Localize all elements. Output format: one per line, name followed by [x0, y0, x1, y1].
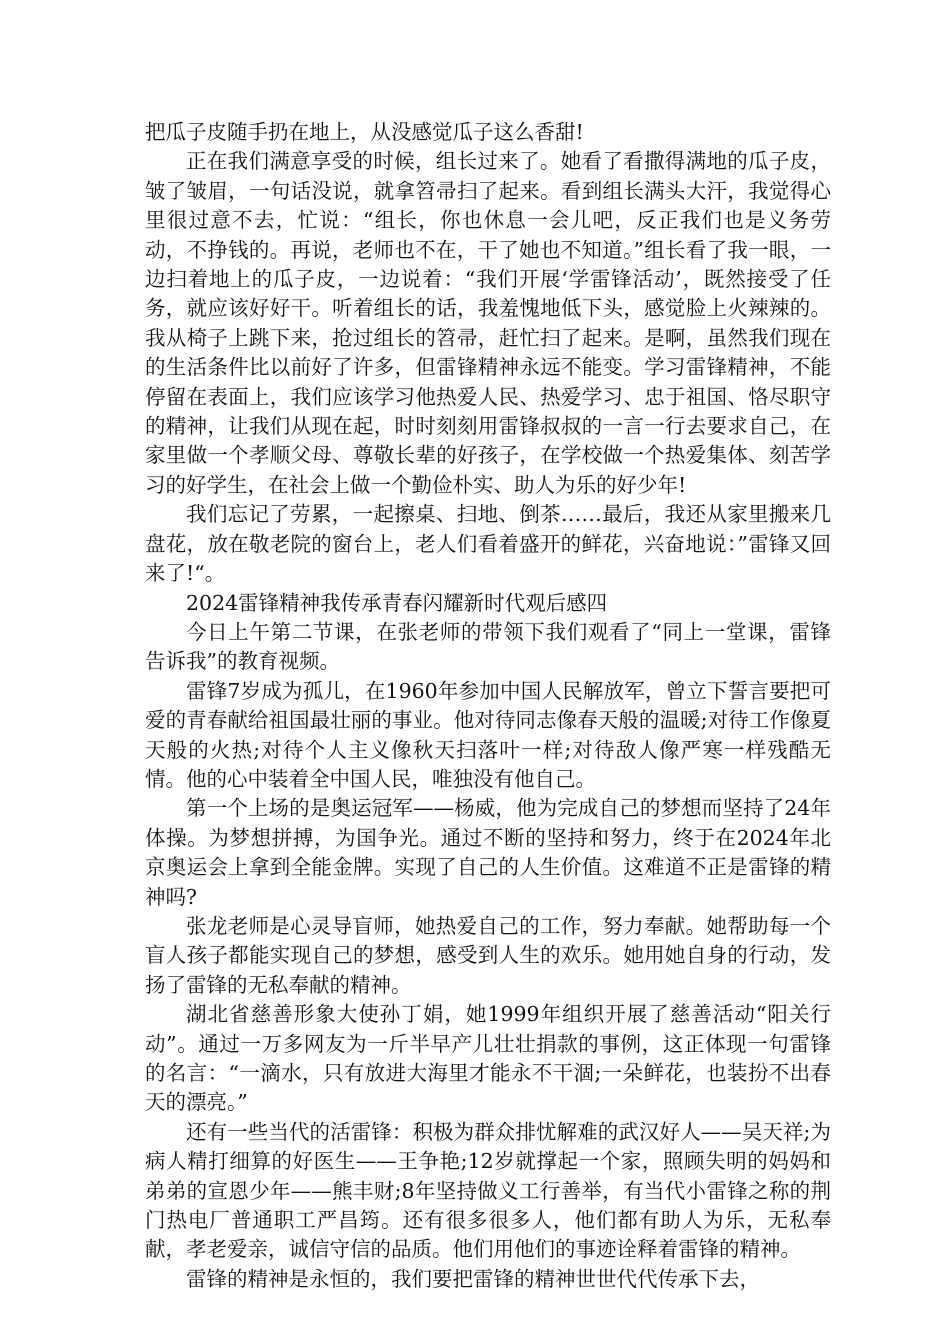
- paragraph-3: 我们忘记了劳累，一起擦桌、扫地、倒茶……最后，我还从家里搬来几盘花，放在敬老院的窗台上，老人们看着盛开的鲜花，兴奋地说：”雷锋又回来了!“。: [145, 502, 831, 586]
- paragraph-5: 今日上午第二节课，在张老师的带领下我们观看了“同上一堂课，雷锋告诉我”的教育视频。: [145, 619, 831, 674]
- document-body: [145, 118, 831, 1294]
- paragraph-1: 把瓜子皮随手扔在地上，从没感觉瓜子这么香甜!: [145, 120, 584, 144]
- paragraph-8: 张龙老师是心灵导盲师，她热爱自己的工作，努力奉献。她帮助每一个盲人孩子都能实现自己的梦想，感受到人生的欢乐。她用她自身的行动，发扬了雷锋的无私奉献的精神。: [145, 913, 831, 997]
- paragraph-7: 第一个上场的是奥运冠军——杨威，他为完成自己的梦想而坚持了24年体操。为梦想拼搏，为国争光。通过不断的坚持和努力，终于在2024年北京奥运会上拿到全能金牌。实现了自己的人生价值。这难道不正是雷锋的精神吗?: [145, 796, 831, 909]
- paragraph-2: 正在我们满意享受的时候，组长过来了。她看了看撒得满地的瓜子皮，皱了皱眉，一句话没说，就拿笤帚扫了起来。看到组长满头大汗，我觉得心里很过意不去，忙说：“组长，你也休息一会儿吧，反正我们也是义务劳动，不挣钱的。再说，老师也不在，干了她也不知道。”组长看了我一眼，一边扫着地上的瓜子皮，一边说着：“我们开展‘学雷锋活动’，既然接受了任务，就应该好好干。听着组长的话，我羞愧地低下头，感觉脸上火辣辣的。我从椅子上跳下来，抢过组长的笤帚，赶忙扫了起来。是啊，虽然我们现在的生活条件比以前好了许多，但雷锋精神永远不能变。学习雷锋精神，不能停留在表面上，我们应该学习他热爱人民、热爱学习、忠于祖国、恪尽职守的精神，让我们从现在起，时时刻刻用雷锋叔叔的一言一行去要求自己，在家里做一个孝顺父母、尊敬长辈的好孩子，在学校做一个热爱集体、刻苦学习的好学生，在社会上做一个勤俭朴实、助人为乐的好少年!: [145, 149, 831, 497]
- section-heading: 2024雷锋精神我传承青春闪耀新时代观后感四: [186, 590, 608, 615]
- paragraph-9: 湖北省慈善形象大使孙丁娟，她1999年组织开展了慈善活动“阳关行动”。通过一万多网友为一斤半早产儿壮壮捐款的事例，这正体现一句雷锋的名言：“一滴水，只有放进大海里才能永不干涸;一朵鲜花，也装扮不出春天的漂亮。”: [145, 1002, 831, 1115]
- paragraph-10: 还有一些当代的活雷锋：积极为群众排忧解难的武汉好人——吴天祥;为病人精打细算的好医生——王争艳;12岁就撑起一个家，照顾失明的妈妈和弟弟的宣恩少年——熊丰财;8年坚持做义工行善举，有当代小雷锋之称的荆门热电厂普通职工严昌筠。还有很多很多人，他们都有助人为乐，无私奉献，孝老爱亲，诚信守信的品质。他们用他们的事迹诠释着雷锋的精神。: [145, 1119, 831, 1262]
- paragraph-6: 雷锋7岁成为孤儿，在1960年参加中国人民解放军，曾立下誓言要把可爱的青春献给祖国最壮丽的事业。他对待同志像春天般的温暖;对待工作像夏天般的火热;对待个人主义像秋天扫落叶一样;对待敌人像严寒一样残酷无情。他的心中装着全中国人民，唯独没有他自己。: [145, 678, 831, 791]
- paragraph-11: 雷锋的精神是永恒的，我们要把雷锋的精神世世代代传承下去，: [186, 1266, 760, 1291]
